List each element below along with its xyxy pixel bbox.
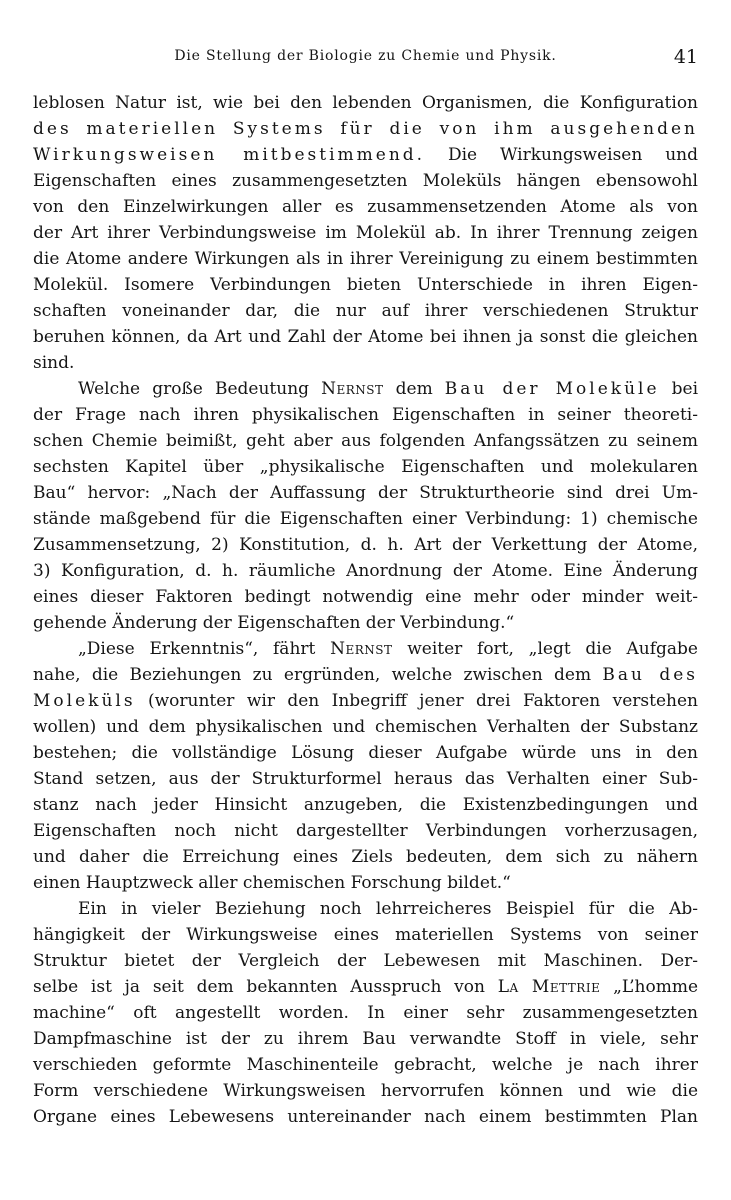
text-line: und daher die Erreichung eines Ziels bedeuten, dem sich zu nähern [33,847,698,867]
text-line: 3) Konfiguration, d. h. räumliche Anordnung der Atome. Eine Änderung [33,561,698,581]
text-line: Zusammensetzung, 2) Konstitution, d. h. Art der Verkettung der Atome, [33,535,698,555]
text-line: Struktur bietet der Vergleich der Lebewesen mit Maschinen. Der- [33,951,698,971]
page-number: 41 [673,46,698,68]
text-line: gehende Änderung der Eigenschaften der Verbindung.“ [33,613,515,633]
text-line: schaften voneinander dar, die nur auf ihrer verschiedenen Struktur [33,301,698,321]
text-line: „Diese Erkenntnis“, fährt Nernst weiter fort, „legt die Aufgabe [78,639,698,659]
text-line: Stand setzen, aus der Strukturformel heraus das Verhalten einer Sub- [33,769,698,789]
text-line: Moleküls (worunter wir den Inbegriff jener drei Faktoren verstehen [33,691,698,711]
text-line: Eigenschaften eines zusammengesetzten Moleküls hängen ebensowohl [33,171,698,191]
text-fragment: Bau der Moleküle [444,379,660,399]
text-line: verschieden geformte Maschinenteile gebracht, welche je nach ihrer [33,1055,698,1075]
text-line: Molekül. Isomere Verbindungen bieten Unterschiede in ihren Eigen- [33,275,698,295]
text-line: stanz nach jeder Hinsicht anzugeben, die Existenzbedingungen und [33,795,698,815]
text-line: der Art ihrer Verbindungsweise im Molekül ab. In ihrer Trennung zeigen [33,223,698,243]
text-line: hängigkeit der Wirkungsweise eines materiellen Systems von seiner [33,925,698,945]
text-fragment: Moleküls [33,691,136,711]
text-line: beruhen können, da Art und Zahl der Atome bei ihnen ja sonst die gleichen [33,327,698,347]
text-line: machine“ oft angestellt worden. In einer sehr zusammengesetzten [33,1003,698,1023]
page-header [33,46,698,76]
text-line: die Atome andere Wirkungen als in ihrer Vereinigung zu einem bestimmten [33,249,698,269]
author-name: Nernst [330,639,393,659]
text-line: Welche große Bedeutung Nernst dem Bau der Moleküle bei [78,379,699,399]
text-line: Eigenschaften noch nicht dargestellter Verbindungen vorherzusagen, [33,821,698,841]
text-line: Ein in vieler Beziehung noch lehrreicheres Beispiel für die Ab- [78,899,698,919]
text-line: einen Hauptzweck aller chemischen Forschung bildet.“ [33,873,511,893]
text-fragment: Wirkungsweisen mitbestimmend. [33,145,426,165]
text-line: leblosen Natur ist, wie bei den lebenden Organismen, die Konfiguration [33,93,698,113]
text-line: Organe eines Lebewesens untereinander nach einem bestimmten Plan [33,1107,698,1127]
text-line: sechsten Kapitel über „physikalische Eigenschaften und molekularen [33,457,698,477]
text-line: sind. [33,353,75,373]
text-line: selbe ist ja seit dem bekannten Ausspruch von La Mettrie „L’homme [33,977,699,997]
text-line: Dampfmaschine ist der zu ihrem Bau verwandte Stoff in viele, sehr [33,1029,698,1049]
author-name: La Mettrie [497,977,601,997]
author-name: Nernst [321,379,384,399]
text-line: schen Chemie beimißt, geht aber aus folgenden Anfangssätzen zu seinem [33,431,698,451]
text-line: stände maßgebend für die Eigenschaften einer Verbindung: 1) chemische [33,509,698,529]
text-line: Form verschiedene Wirkungsweisen hervorrufen können und wie die [33,1081,698,1101]
text-line: des materiellen Systems für die von ihm ausgehenden [33,119,698,139]
text-line: nahe, die Beziehungen zu ergründen, welche zwischen dem Bau des [33,665,699,685]
text-line: bestehen; die vollständige Lösung dieser Aufgabe würde uns in den [33,743,698,763]
text-line: Wirkungsweisen mitbestimmend. Die Wirkungsweisen und [33,145,698,165]
text-fragment: Bau des [602,665,699,685]
text-line: der Frage nach ihren physikalischen Eigenschaften in seiner theoreti- [33,405,698,425]
text-line: eines dieser Faktoren bedingt notwendig eine mehr oder minder weit- [33,587,698,607]
text-line: Bau“ hervor: „Nach der Auffassung der Strukturtheorie sind drei Um- [33,483,698,503]
text-line: von den Einzelwirkungen aller es zusammensetzenden Atome als von [33,197,698,217]
text-line: wollen) und dem physikalischen und chemischen Verhalten der Substanz [33,717,698,737]
running-head: Die Stellung der Biologie zu Chemie und Physik. [174,48,557,64]
